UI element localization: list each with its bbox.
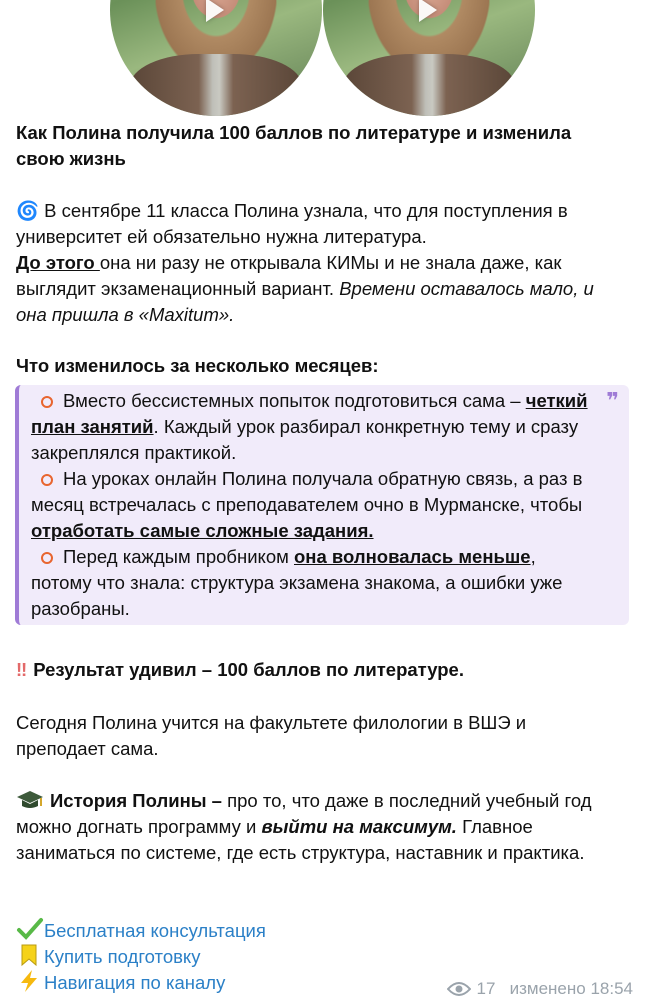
play-icon[interactable]: [419, 0, 437, 22]
video-thumbnail-coat: [130, 54, 302, 116]
video-message-2[interactable]: [323, 0, 535, 116]
link-navigation[interactable]: [16, 969, 266, 995]
quote-text: Вместо бессистемных попыток подготовиться сама – четкий план занятий. Каждый урок разбирал конкретную тему и сразу закреплялся практикой. На уроках онлайн Полина получала обратную связь, а раз в месяц встречалась с преподавателем очно в Мурманске, чтобы отработать самые сложные задания. Перед каждым пробником она волновалась меньше, потому что знала: структура экзамена знакома, а ошибки уже разобраны.: [31, 390, 588, 619]
play-icon[interactable]: [206, 0, 224, 22]
consultation-link[interactable]: Бесплатная консультация: [44, 920, 266, 941]
video-message-1[interactable]: [110, 0, 322, 116]
video-thumbnail-coat: [343, 54, 515, 116]
quote-block: [15, 385, 629, 625]
story-paragraph: История Полины – про то, что даже в последний учебный год можно догнать программу и выйти на максимум. Главное заниматься по системе, где есть структура, наставник и практика.: [16, 790, 592, 863]
graduation-cap-icon: [16, 789, 44, 811]
post-paragraph-intro: 🌀 В сентябре 11 класса Полина узнала, что для поступления в университет ей обязательно нужна литература. До этого она ни разу не открывала КИМы и не знала даже, как выглядит экзаменационный вариант. Времени оставалось мало, и она пришла в «Maxitum».: [16, 200, 594, 325]
post-title: Как Полина получила 100 баллов по литературе и изменила свою жизнь: [16, 122, 572, 169]
views-count: 17: [476, 979, 496, 998]
links-list: [16, 917, 266, 995]
buy-link[interactable]: Купить подготовку: [44, 946, 201, 967]
bullet-icon: [41, 552, 53, 564]
bullet-icon: [41, 474, 53, 486]
intro-link[interactable]: До этого: [16, 252, 100, 273]
today-paragraph: Сегодня Полина учится на факультете филологии в ВШЭ и преподает сама.: [16, 712, 527, 759]
check-icon: [16, 917, 44, 941]
result-line: ‼ Результат удивил – 100 баллов по литературе.: [16, 659, 464, 680]
eye-icon: [447, 981, 471, 997]
quote-icon: ❞: [606, 388, 619, 413]
link-buy[interactable]: [16, 943, 266, 969]
post-meta: [447, 978, 633, 1000]
bookmark-icon: [16, 943, 44, 967]
navigation-link[interactable]: Навигация по каналу: [44, 972, 226, 993]
link-consultation[interactable]: [16, 917, 266, 943]
double-exclamation-icon: ‼: [16, 659, 28, 680]
lightning-icon: [16, 969, 44, 993]
section-subtitle: Что изменилось за несколько месяцев:: [16, 355, 379, 376]
edited-time: изменено 18:54: [509, 979, 633, 998]
video-messages-row: [0, 0, 645, 116]
bullet-icon: [41, 396, 53, 408]
spiral-emoji-icon: 🌀: [16, 200, 40, 221]
